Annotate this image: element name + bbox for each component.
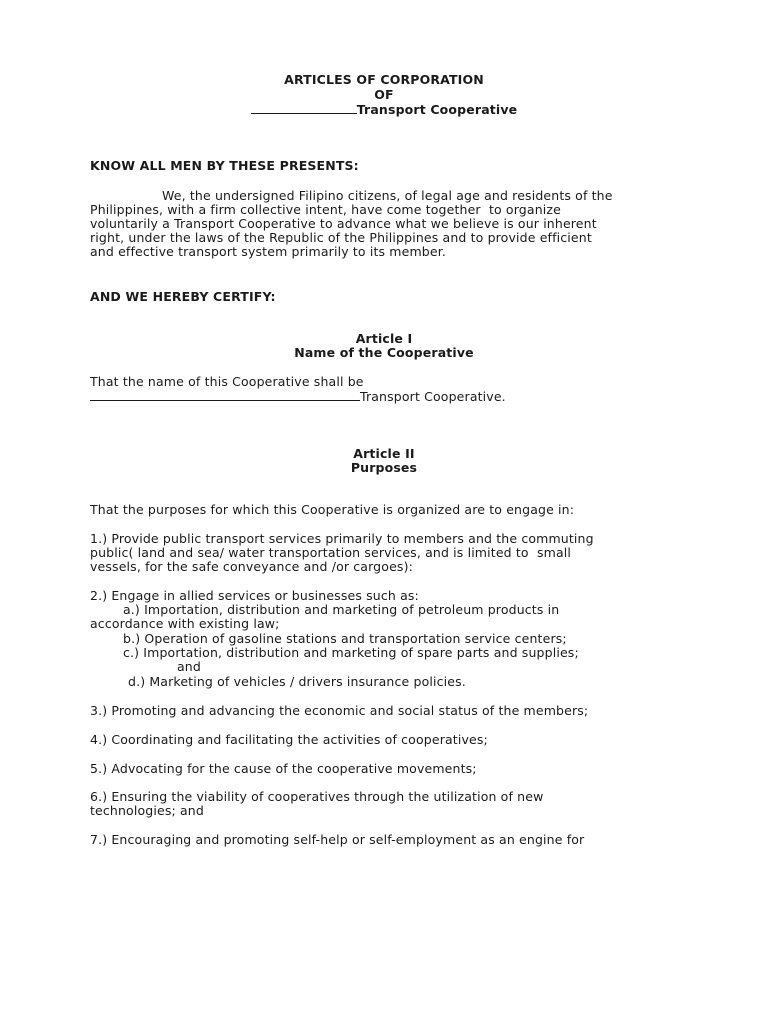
intro-line: right, under the laws of the Republic of the Philippines and to provide efficient xyxy=(90,230,592,245)
purpose-2c-and: and xyxy=(177,659,201,674)
know-all-heading: KNOW ALL MEN BY THESE PRESENTS: xyxy=(90,158,359,173)
intro-line: voluntarily a Transport Cooperative to advance what we believe is our inherent xyxy=(90,216,597,231)
cooperative-name-blank xyxy=(251,102,357,114)
purpose-2c-line: c.) Importation, distribution and marketing of spare parts and supplies; xyxy=(123,645,579,660)
article-1-subheading: Name of the Cooperative xyxy=(294,345,474,360)
purpose-2a-line: accordance with existing law; xyxy=(90,616,280,631)
article-2-heading: Article II xyxy=(353,446,415,461)
purpose-5-line: 5.) Advocating for the cause of the cooperative movements; xyxy=(90,761,477,776)
article-2-subheading: Purposes xyxy=(350,460,418,475)
intro-line: and effective transport system primarily to its member. xyxy=(90,244,446,259)
document-title-name-line xyxy=(0,102,768,118)
purpose-1-line: public( land and sea/ water transportation services, and is limited to small xyxy=(90,545,572,560)
purpose-4-line: 4.) Coordinating and facilitating the activities of cooperatives; xyxy=(90,732,488,747)
purpose-2d-line: d.) Marketing of vehicles / drivers insurance policies. xyxy=(128,674,466,689)
document-title-suffix: Transport Cooperative xyxy=(356,102,518,117)
article-1-text: That the name of this Cooperative shall be xyxy=(90,374,364,389)
intro-line: We, the undersigned Filipino citizens, of legal age and residents of the xyxy=(162,188,613,203)
document-title: ARTICLES OF CORPORATION xyxy=(284,72,484,87)
purpose-2a-line: a.) Importation, distribution and marketing of petroleum products in xyxy=(123,602,560,617)
article-2-intro: That the purposes for which this Cooperative is organized are to engage in: xyxy=(90,502,575,517)
article-1-name-line xyxy=(90,389,680,405)
purpose-2-line: 2.) Engage in allied services or businesses such as: xyxy=(90,588,419,603)
purpose-6-line: technologies; and xyxy=(90,803,204,818)
purpose-7-line: 7.) Encouraging and promoting self-help or self-employment as an engine for xyxy=(90,832,585,847)
article-1-heading: Article I xyxy=(355,331,413,346)
purpose-1-line: 1.) Provide public transport services primarily to members and the commuting xyxy=(90,531,594,546)
purpose-6-line: 6.) Ensuring the viability of cooperatives through the utilization of new xyxy=(90,789,544,804)
purpose-2b-line: b.) Operation of gasoline stations and transportation service centers; xyxy=(123,631,567,646)
purpose-3-line: 3.) Promoting and advancing the economic and social status of the members; xyxy=(90,703,589,718)
document-title-of: OF xyxy=(374,87,394,102)
cooperative-name-blank xyxy=(90,389,360,401)
article-1-text-suffix: Transport Cooperative. xyxy=(360,389,506,404)
purpose-1-line: vessels, for the safe conveyance and /or cargoes): xyxy=(90,559,413,574)
certify-heading: AND WE HEREBY CERTIFY: xyxy=(90,289,276,304)
intro-line: Philippines, with a firm collective intent, have come together to organize xyxy=(90,202,561,217)
